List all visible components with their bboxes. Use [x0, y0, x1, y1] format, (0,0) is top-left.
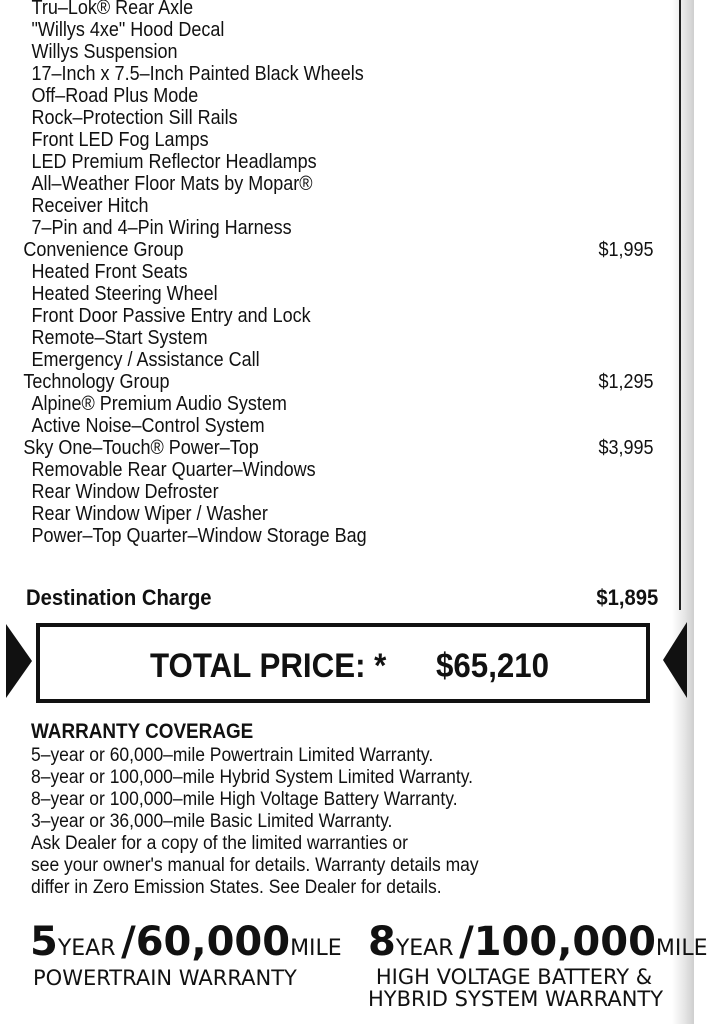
badge-mile-unit: MILE [655, 936, 708, 961]
option-feature-row [0, 283, 605, 305]
destination-charge-label: Destination Charge [26, 585, 212, 610]
option-feature-label: Rear Window Wiper / Washer [31, 503, 268, 525]
option-feature-row [0, 85, 605, 107]
total-arrow-left-icon [6, 624, 32, 698]
option-feature-row [0, 0, 605, 19]
option-feature-label: Removable Rear Quarter–Windows [31, 459, 316, 481]
warranty-line: Ask Dealer for a copy of the limited warranties or [31, 833, 408, 854]
option-feature-row [0, 393, 605, 415]
warranty-line: 8–year or 100,000–mile Hybrid System Limited Warranty. [31, 767, 474, 788]
warranty-line: differ in Zero Emission States. See Dealer for details. [31, 877, 442, 898]
option-feature-row [0, 415, 605, 437]
option-feature-label: Receiver Hitch [31, 195, 149, 217]
option-group-label: Technology Group [23, 371, 170, 393]
warranty-line: 3–year or 36,000–mile Basic Limited Warranty. [31, 811, 393, 832]
total-price-label: TOTAL PRICE: * [150, 647, 387, 685]
option-group-price: $1,995 [598, 239, 654, 261]
option-feature-label: Willys Suspension [31, 41, 178, 63]
warranty-line: 8–year or 100,000–mile High Voltage Battery Warranty. [31, 789, 458, 810]
option-feature-row [0, 217, 605, 239]
warranty-line: see your owner's manual for details. Warranty details may [31, 855, 479, 876]
option-feature-row [0, 19, 605, 41]
warranty-line: 5–year or 60,000–mile Powertrain Limited Warranty. [31, 745, 434, 766]
option-feature-row [0, 327, 605, 349]
option-feature-row [0, 63, 605, 85]
option-feature-row [0, 107, 605, 129]
option-group-price: $3,995 [598, 437, 654, 459]
option-feature-label: "Willys 4xe" Hood Decal [31, 19, 225, 41]
badge-year-unit: YEAR [57, 936, 116, 961]
total-arrow-right-icon [663, 622, 687, 698]
option-feature-label: 17–Inch x 7.5–Inch Painted Black Wheels [31, 63, 364, 85]
badge-miles: /100,000 [459, 919, 656, 965]
option-feature-label: Emergency / Assistance Call [31, 349, 260, 371]
option-feature-row [0, 41, 605, 63]
option-feature-label: Heated Steering Wheel [31, 283, 218, 305]
option-feature-label: Off–Road Plus Mode [31, 85, 199, 107]
option-feature-label: Active Noise–Control System [31, 415, 265, 437]
option-feature-label: Alpine® Premium Audio System [31, 393, 287, 415]
option-feature-row [0, 481, 605, 503]
battery-warranty-caption-line1: HIGH VOLTAGE BATTERY & [375, 965, 653, 989]
battery-warranty-caption-line2: HYBRID SYSTEM WARRANTY [368, 987, 664, 1011]
option-feature-label: Front Door Passive Entry and Lock [31, 305, 311, 327]
option-feature-row [0, 305, 605, 327]
option-feature-row [0, 349, 605, 371]
warranty-heading: WARRANTY COVERAGE [31, 720, 254, 743]
destination-charge-row [26, 584, 666, 612]
option-group-row [0, 239, 654, 261]
badge-year-unit: YEAR [395, 936, 454, 961]
powertrain-warranty-caption: POWERTRAIN WARRANTY [33, 966, 297, 990]
option-feature-label: Power–Top Quarter–Window Storage Bag [31, 525, 367, 547]
badge-mile-unit: MILE [290, 936, 342, 961]
option-feature-label: Rear Window Defroster [31, 481, 219, 503]
option-feature-row [0, 195, 605, 217]
option-group-label: Convenience Group [23, 239, 184, 261]
option-feature-label: Rock–Protection Sill Rails [31, 107, 238, 129]
option-group-price: $1,295 [598, 371, 654, 393]
badge-years: 8 [368, 919, 396, 965]
total-price-value: $65,210 [436, 647, 550, 685]
option-feature-row [0, 261, 605, 283]
option-feature-row [0, 503, 605, 525]
option-feature-row [0, 129, 605, 151]
option-feature-label: 7–Pin and 4–Pin Wiring Harness [31, 217, 292, 239]
option-feature-label: Front LED Fog Lamps [31, 129, 209, 151]
option-feature-row [0, 173, 605, 195]
right-border-rule [679, 0, 681, 610]
page-edge-shadow [672, 0, 694, 1024]
option-feature-row [0, 525, 605, 547]
option-group-row [0, 437, 654, 459]
destination-charge-price: $1,895 [596, 585, 658, 610]
option-group-row [0, 371, 654, 393]
option-feature-label: LED Premium Reflector Headlamps [31, 151, 317, 173]
option-feature-row [0, 459, 605, 481]
option-feature-label: All–Weather Floor Mats by Mopar® [31, 173, 313, 195]
option-feature-label: Heated Front Seats [31, 261, 188, 283]
badge-miles: /60,000 [121, 919, 291, 965]
option-group-label: Sky One–Touch® Power–Top [23, 437, 259, 459]
badge-years: 5 [30, 919, 58, 965]
option-feature-label: Tru–Lok® Rear Axle [31, 0, 194, 19]
option-feature-row [0, 151, 605, 173]
option-feature-label: Remote–Start System [31, 327, 208, 349]
